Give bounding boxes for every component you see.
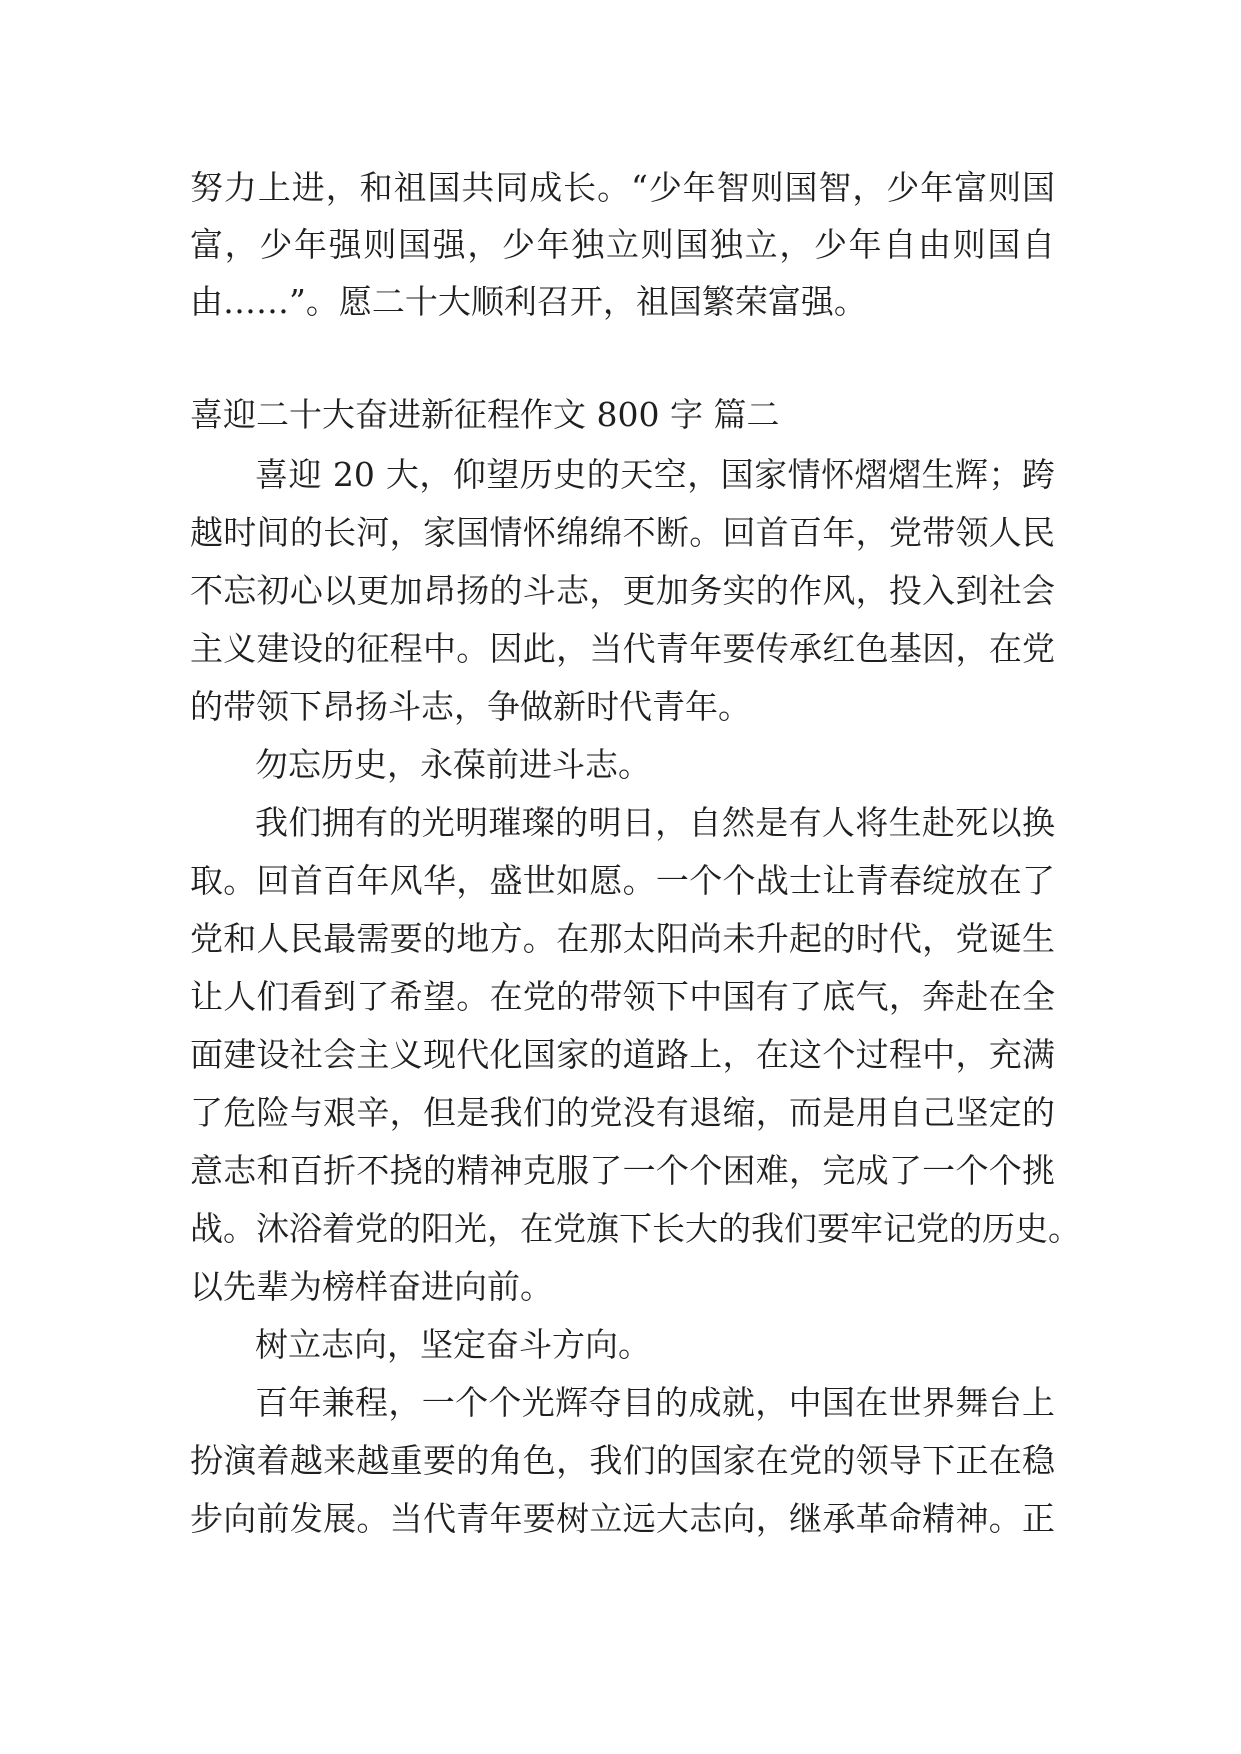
text-line: 的带领下昂扬斗志，争做新时代青年。 (190, 687, 751, 726)
text-line: 意志和百折不挠的精神克服了一个个困难，完成了一个个挑 (190, 1151, 1055, 1190)
section-heading: 喜迎二十大奋进新征程作文 800 字 篇二 (190, 395, 780, 434)
text-line: 百年兼程，一个个光辉夺目的成就，中国在世界舞台上 (255, 1383, 1055, 1422)
text-line: 党和人民最需要的地方。在那太阳尚未升起的时代，党诞生 (190, 919, 1055, 958)
text-line: 我们拥有的光明璀璨的明日，自然是有人将生赴死以换 (255, 803, 1055, 842)
text-line: 努力上进，和祖国共同成长。“少年智则国智，少年富则国 (190, 168, 1055, 207)
text-line: 扮演着越来越重要的角色，我们的国家在党的领导下正在稳 (190, 1441, 1055, 1480)
text-line: 以先辈为榜样奋进向前。 (190, 1267, 553, 1306)
text-line: 不忘初心以更加昂扬的斗志，更加务实的作风，投入到社会 (190, 571, 1055, 610)
text-line: 战。沐浴着党的阳光，在党旗下长大的我们要牢记党的历史。 (190, 1209, 1081, 1248)
text-line: 面建设社会主义现代化国家的道路上，在这个过程中，充满 (190, 1035, 1055, 1074)
text-line: 取。回首百年风华，盛世如愿。一个个战士让青春绽放在了 (190, 861, 1055, 900)
text-line: 越时间的长河，家国情怀绵绵不断。回首百年，党带领人民 (190, 513, 1055, 552)
text-line: 由……”。愿二十大顺利召开，祖国繁荣富强。 (190, 282, 867, 321)
text-line: 步向前发展。当代青年要树立远大志向，继承革命精神。正 (190, 1499, 1055, 1538)
text-line: 喜迎 20 大，仰望历史的天空，国家情怀熠熠生辉；跨 (255, 455, 1055, 494)
text-line: 富，少年强则国强，少年独立则国独立，少年自由则国自 (190, 225, 1055, 264)
text-line: 主义建设的征程中。因此，当代青年要传承红色基因，在党 (190, 629, 1055, 668)
subheading-line: 勿忘历史，永葆前进斗志。 (255, 745, 651, 784)
text-line: 了危险与艰辛，但是我们的党没有退缩，而是用自己坚定的 (190, 1093, 1055, 1132)
subheading-line: 树立志向，坚定奋斗方向。 (255, 1325, 651, 1364)
text-line: 让人们看到了希望。在党的带领下中国有了底气，奔赴在全 (190, 977, 1055, 1016)
